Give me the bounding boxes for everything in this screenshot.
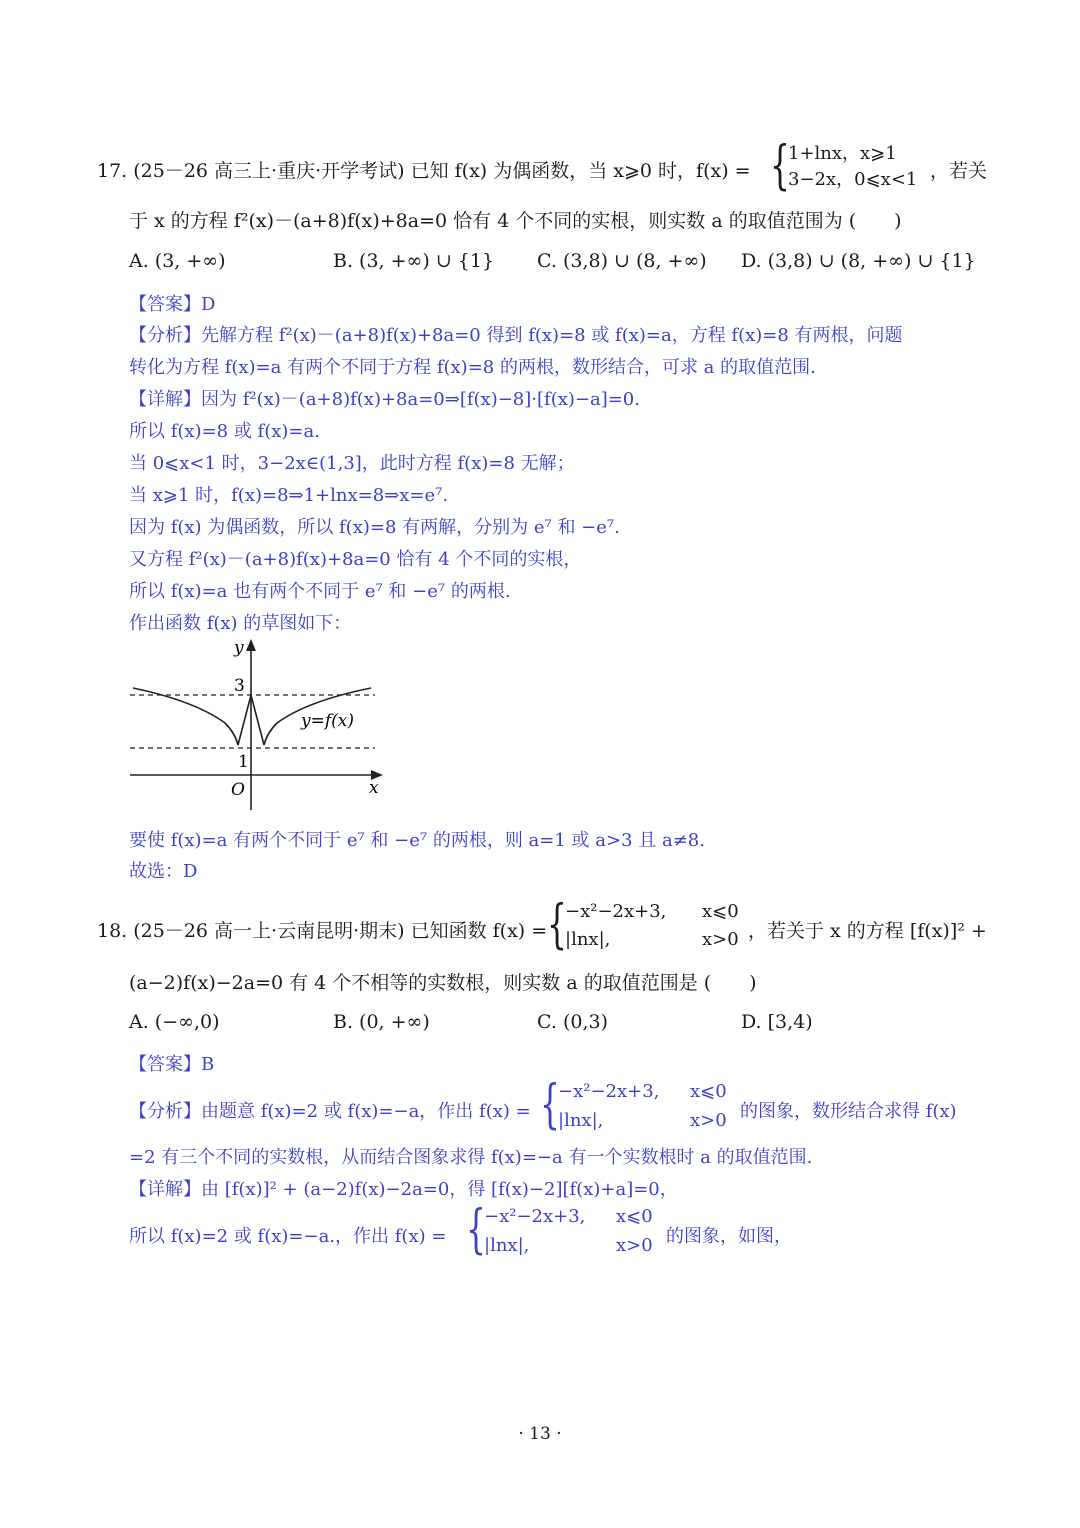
q18-stem-line2: (a−2)f(x)−2a=0 有 4 个不相等的实数根，则实数 a 的取值范围是 ( ) bbox=[129, 972, 757, 994]
tick-label-1: 1 bbox=[238, 752, 249, 772]
q17-option-c: C. (3,8) ∪ (8, +∞) bbox=[537, 250, 707, 272]
q17-stem-end: ，若关 bbox=[930, 160, 988, 182]
q17-detail-line2: 所以 f(x)=8 或 f(x)=a. bbox=[129, 421, 320, 442]
q18-stem-start: 18. (25－26 高一上·云南昆明·期末) 已知函数 f(x) = bbox=[97, 920, 548, 942]
curve-label: y=f(x) bbox=[301, 711, 354, 731]
q18-detail-line1: 【详解】由 [f(x)]² + (a−2)f(x)−2a=0，得 [f(x)−2][f(x)+a]=0， bbox=[129, 1179, 678, 1200]
y-axis-arrow bbox=[246, 639, 256, 651]
q18-piece1-expr: −x²−2x+3, bbox=[565, 901, 667, 922]
x-axis-label: x bbox=[369, 778, 379, 798]
q18-analysis-end: 的图象，数形结合求得 f(x) bbox=[740, 1101, 957, 1122]
q17-detail-line7: 所以 f(x)=a 也有两个不同于 e⁷ 和 −e⁷ 的两根. bbox=[129, 581, 511, 602]
q18-piece1-cond: x⩽0 bbox=[702, 901, 739, 922]
q17-detail-line8: 作出函数 f(x) 的草图如下： bbox=[129, 613, 352, 634]
q17-piecewise-brace: { bbox=[770, 136, 790, 196]
q17-piece-1: 1+lnx，x⩾1 bbox=[788, 143, 897, 164]
q17-detail-line1: 【详解】因为 f²(x)－(a+8)f(x)+8a=0⇒[f(x)−8]·[f(x)−a]=0. bbox=[129, 389, 640, 410]
q17-option-b: B. (3, +∞) ∪ {1} bbox=[333, 250, 495, 272]
q18-analysis-start: 【分析】由题意 f(x)=2 或 f(x)=−a，作出 f(x) = bbox=[129, 1101, 531, 1122]
q18-answer: 【答案】B bbox=[129, 1054, 215, 1075]
q18-detail-piece1-expr: −x²−2x+3, bbox=[484, 1206, 586, 1227]
q17-stem-line1 bbox=[97, 156, 751, 183]
q17-detail-line3: 当 0⩽x<1 时，3−2x∈(1,3]，此时方程 f(x)=8 无解； bbox=[129, 453, 575, 474]
q17-function-graph bbox=[125, 635, 390, 815]
q18-piecewise-brace: { bbox=[547, 895, 567, 955]
q18-detail-piece1-cond: x⩽0 bbox=[616, 1206, 653, 1227]
q18-option-b: B. (0, +∞) bbox=[333, 1011, 430, 1033]
tick-label-3: 3 bbox=[234, 676, 245, 696]
q18-analysis-brace: { bbox=[540, 1075, 560, 1135]
q18-option-d: D. [3,4) bbox=[741, 1011, 813, 1033]
q18-option-a: A. (−∞,0) bbox=[129, 1011, 220, 1033]
q18-detail-piece2-cond: x>0 bbox=[616, 1235, 653, 1256]
y-axis-label: y bbox=[234, 638, 244, 658]
q17-stem-line2: 于 x 的方程 f²(x)－(a+8)f(x)+8a=0 恰有 4 个不同的实根，则实数 a 的取值范围为 ( ) bbox=[129, 210, 902, 232]
page-number: · 13 · bbox=[518, 1424, 562, 1444]
q17-answer: 【答案】D bbox=[129, 294, 216, 315]
q17-conclusion: 要使 f(x)=a 有两个不同于 e⁷ 和 −e⁷ 的两根，则 a=1 或 a>3 且 a≠8. bbox=[129, 830, 705, 851]
q18-detail-line2-end: 的图象，如图， bbox=[666, 1226, 792, 1247]
q18-option-c: C. (0,3) bbox=[537, 1011, 608, 1033]
q18-analysis-piece2-expr: |lnx|, bbox=[558, 1110, 604, 1131]
q18-piece2-expr: |lnx|, bbox=[565, 929, 611, 950]
q18-detail-line2-start: 所以 f(x)=2 或 f(x)=−a.，作出 f(x) = bbox=[129, 1226, 447, 1247]
q17-stem-start: 17. (25－26 高三上·重庆·开学考试) 已知 f(x) 为偶函数，当 x⩾0 时，f(x) = bbox=[97, 160, 751, 182]
q17-option-a: A. (3, +∞) bbox=[129, 250, 226, 272]
q17-analysis-line2: 转化为方程 f(x)=a 有两个不同于方程 f(x)=8 的两根，数形结合，可求 a 的取值范围. bbox=[129, 357, 816, 378]
q18-analysis-piece1-cond: x⩽0 bbox=[690, 1081, 727, 1102]
q18-detail-brace: { bbox=[466, 1200, 486, 1260]
q18-analysis-piece1-expr: −x²−2x+3, bbox=[558, 1081, 660, 1102]
q18-analysis-line2: =2 有三个不同的实数根，从而结合图象求得 f(x)=−a 有一个实数根时 a 的取值范围. bbox=[129, 1147, 813, 1168]
q17-detail-line6: 又方程 f²(x)－(a+8)f(x)+8a=0 恰有 4 个不同的实根， bbox=[129, 549, 582, 570]
q18-stem-end: ，若关于 x 的方程 [f(x)]² + bbox=[748, 920, 987, 942]
q17-detail-line5: 因为 f(x) 为偶函数，所以 f(x)=8 有两解，分别为 e⁷ 和 −e⁷. bbox=[129, 517, 620, 538]
origin-label: O bbox=[231, 780, 245, 800]
q17-piece-2: 3−2x，0⩽x<1 bbox=[788, 169, 918, 190]
q17-detail-line4: 当 x⩾1 时，f(x)=8⇒1+lnx=8⇒x=e⁷. bbox=[129, 485, 449, 506]
q17-analysis-line1: 【分析】先解方程 f²(x)－(a+8)f(x)+8a=0 得到 f(x)=8 或 f(x)=a，方程 f(x)=8 有两根，问题 bbox=[129, 325, 903, 346]
q18-piece2-cond: x>0 bbox=[702, 929, 739, 950]
q18-detail-piece2-expr: |lnx|, bbox=[484, 1235, 530, 1256]
q18-analysis-piece2-cond: x>0 bbox=[690, 1110, 727, 1131]
q17-option-d: D. (3,8) ∪ (8, +∞) ∪ {1} bbox=[741, 250, 976, 272]
q17-choice: 故选：D bbox=[129, 861, 198, 882]
